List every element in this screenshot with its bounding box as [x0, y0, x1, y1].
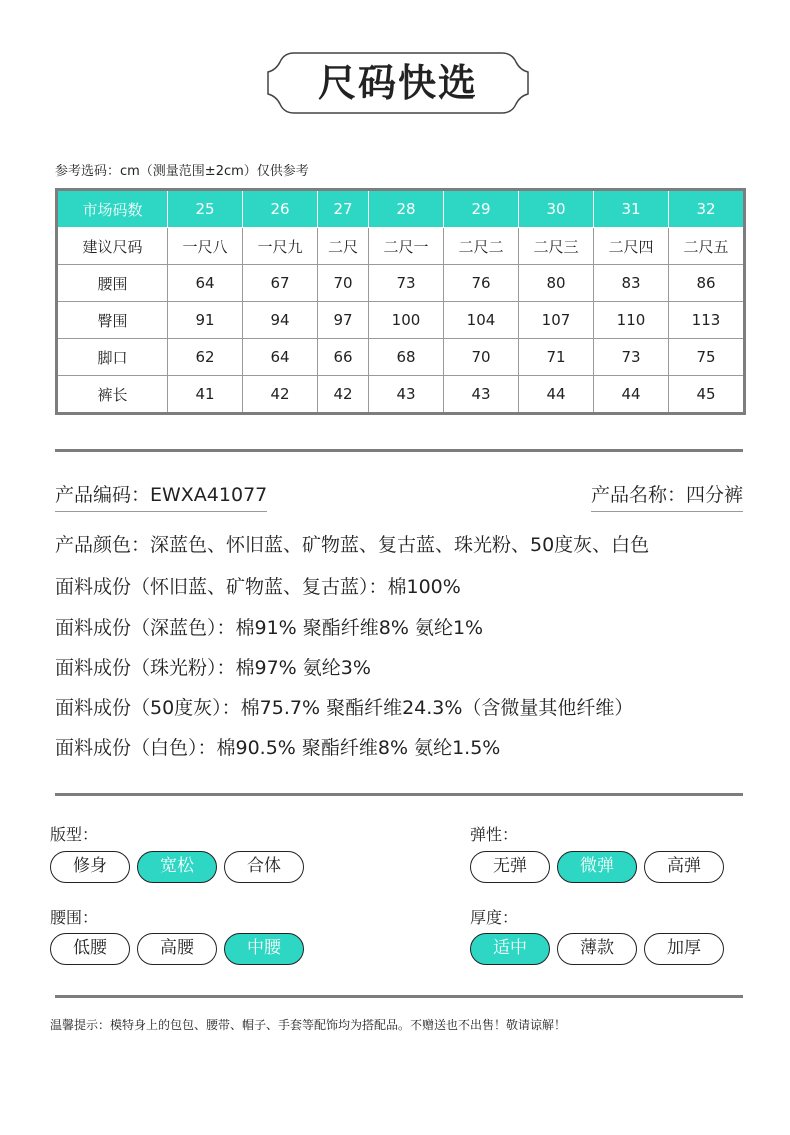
fit-label: 版型： [50, 825, 99, 844]
table-cell: 43 [444, 376, 519, 414]
product-name: 产品名称：四分裤 [591, 480, 743, 512]
table-cell: 二尺三 [519, 228, 594, 265]
table-cell: 86 [669, 265, 745, 302]
product-colors: 产品颜色：深蓝色、怀旧蓝、矿物蓝、复古蓝、珠光粉、50度灰、白色 [55, 534, 650, 556]
header-cell: 市场码数 [57, 190, 168, 228]
table-cell: 一尺九 [243, 228, 318, 265]
reference-note: 参考选码：cm（测量范围±2cm）仅供参考 [55, 164, 309, 179]
table-cell: 67 [243, 265, 318, 302]
fabric-line: 面料成份（白色）：棉90.5% 聚酯纤维8% 氨纶1.5% [55, 737, 501, 759]
table-cell: 二尺五 [669, 228, 745, 265]
header-cell: 26 [243, 190, 318, 228]
divider [55, 995, 743, 998]
table-cell: 44 [519, 376, 594, 414]
table-cell: 70 [444, 339, 519, 376]
table-cell: 94 [243, 302, 318, 339]
table-cell: 41 [168, 376, 243, 414]
table-cell: 64 [168, 265, 243, 302]
fabric-line: 面料成份（怀旧蓝、矿物蓝、复古蓝）：棉100% [55, 576, 461, 598]
fit-option-slim[interactable]: 修身 [50, 851, 130, 883]
table-cell: 73 [369, 265, 444, 302]
header-cell: 29 [444, 190, 519, 228]
table-row [57, 265, 745, 302]
fabric-line: 面料成份（深蓝色）：棉91% 聚酯纤维8% 氨纶1% [55, 617, 484, 639]
table-cell: 二尺二 [444, 228, 519, 265]
waist-option-high[interactable]: 高腰 [137, 933, 217, 965]
table-cell: 73 [594, 339, 669, 376]
elasticity-option-slight[interactable]: 微弹 [557, 851, 637, 883]
header-cell: 32 [669, 190, 745, 228]
thickness-option-thick[interactable]: 加厚 [644, 933, 724, 965]
table-row [57, 376, 745, 414]
elasticity-option-none[interactable]: 无弹 [470, 851, 550, 883]
divider [55, 793, 743, 796]
table-cell: 44 [594, 376, 669, 414]
table-cell: 45 [669, 376, 745, 414]
row-label: 裤长 [57, 376, 168, 414]
table-cell: 71 [519, 339, 594, 376]
table-cell: 70 [318, 265, 369, 302]
warm-tip: 温馨提示：模特身上的包包、腰带、帽子、手套等配饰均为搭配品。不赠送也不出售！敬请谅解！ [50, 1018, 567, 1032]
row-label: 腰围 [57, 265, 168, 302]
title-badge [266, 52, 530, 114]
table-cell: 110 [594, 302, 669, 339]
thickness-option-medium[interactable]: 适中 [470, 933, 550, 965]
table-cell: 83 [594, 265, 669, 302]
fabric-line: 面料成份（珠光粉）：棉97% 氨纶3% [55, 657, 371, 679]
header-cell: 28 [369, 190, 444, 228]
table-cell: 76 [444, 265, 519, 302]
thickness-label: 厚度： [470, 908, 519, 927]
table-cell: 64 [243, 339, 318, 376]
table-header-row [57, 190, 745, 228]
table-cell: 二尺 [318, 228, 369, 265]
table-cell: 二尺四 [594, 228, 669, 265]
product-code: 产品编码：EWXA41077 [55, 480, 267, 512]
thickness-option-thin[interactable]: 薄款 [557, 933, 637, 965]
table-cell: 113 [669, 302, 745, 339]
table-cell: 42 [318, 376, 369, 414]
table-row [57, 228, 745, 265]
table-cell: 100 [369, 302, 444, 339]
table-cell: 68 [369, 339, 444, 376]
fabric-line: 面料成份（50度灰）：棉75.7% 聚酯纤维24.3%（含微量其他纤维） [55, 697, 634, 719]
header-cell: 30 [519, 190, 594, 228]
table-cell: 一尺八 [168, 228, 243, 265]
table-cell: 75 [669, 339, 745, 376]
row-label: 臀围 [57, 302, 168, 339]
table-cell: 62 [168, 339, 243, 376]
table-cell: 107 [519, 302, 594, 339]
header-cell: 31 [594, 190, 669, 228]
fit-option-regular[interactable]: 合体 [224, 851, 304, 883]
table-cell: 97 [318, 302, 369, 339]
waist-option-low[interactable]: 低腰 [50, 933, 130, 965]
table-row [57, 339, 745, 376]
table-cell: 91 [168, 302, 243, 339]
elasticity-label: 弹性： [470, 825, 519, 844]
elasticity-option-high[interactable]: 高弹 [644, 851, 724, 883]
waist-label: 腰围： [50, 908, 99, 927]
fit-option-loose[interactable]: 宽松 [137, 851, 217, 883]
waist-option-mid[interactable]: 中腰 [224, 933, 304, 965]
header-cell: 25 [168, 190, 243, 228]
table-cell: 43 [369, 376, 444, 414]
divider [55, 449, 743, 452]
table-cell: 80 [519, 265, 594, 302]
header-cell: 27 [318, 190, 369, 228]
page-title: 尺码快选 [317, 61, 478, 105]
table-cell: 66 [318, 339, 369, 376]
size-table [55, 188, 746, 415]
table-row [57, 302, 745, 339]
table-cell: 42 [243, 376, 318, 414]
table-cell: 二尺一 [369, 228, 444, 265]
table-cell: 104 [444, 302, 519, 339]
row-label: 建议尺码 [57, 228, 168, 265]
row-label: 脚口 [57, 339, 168, 376]
